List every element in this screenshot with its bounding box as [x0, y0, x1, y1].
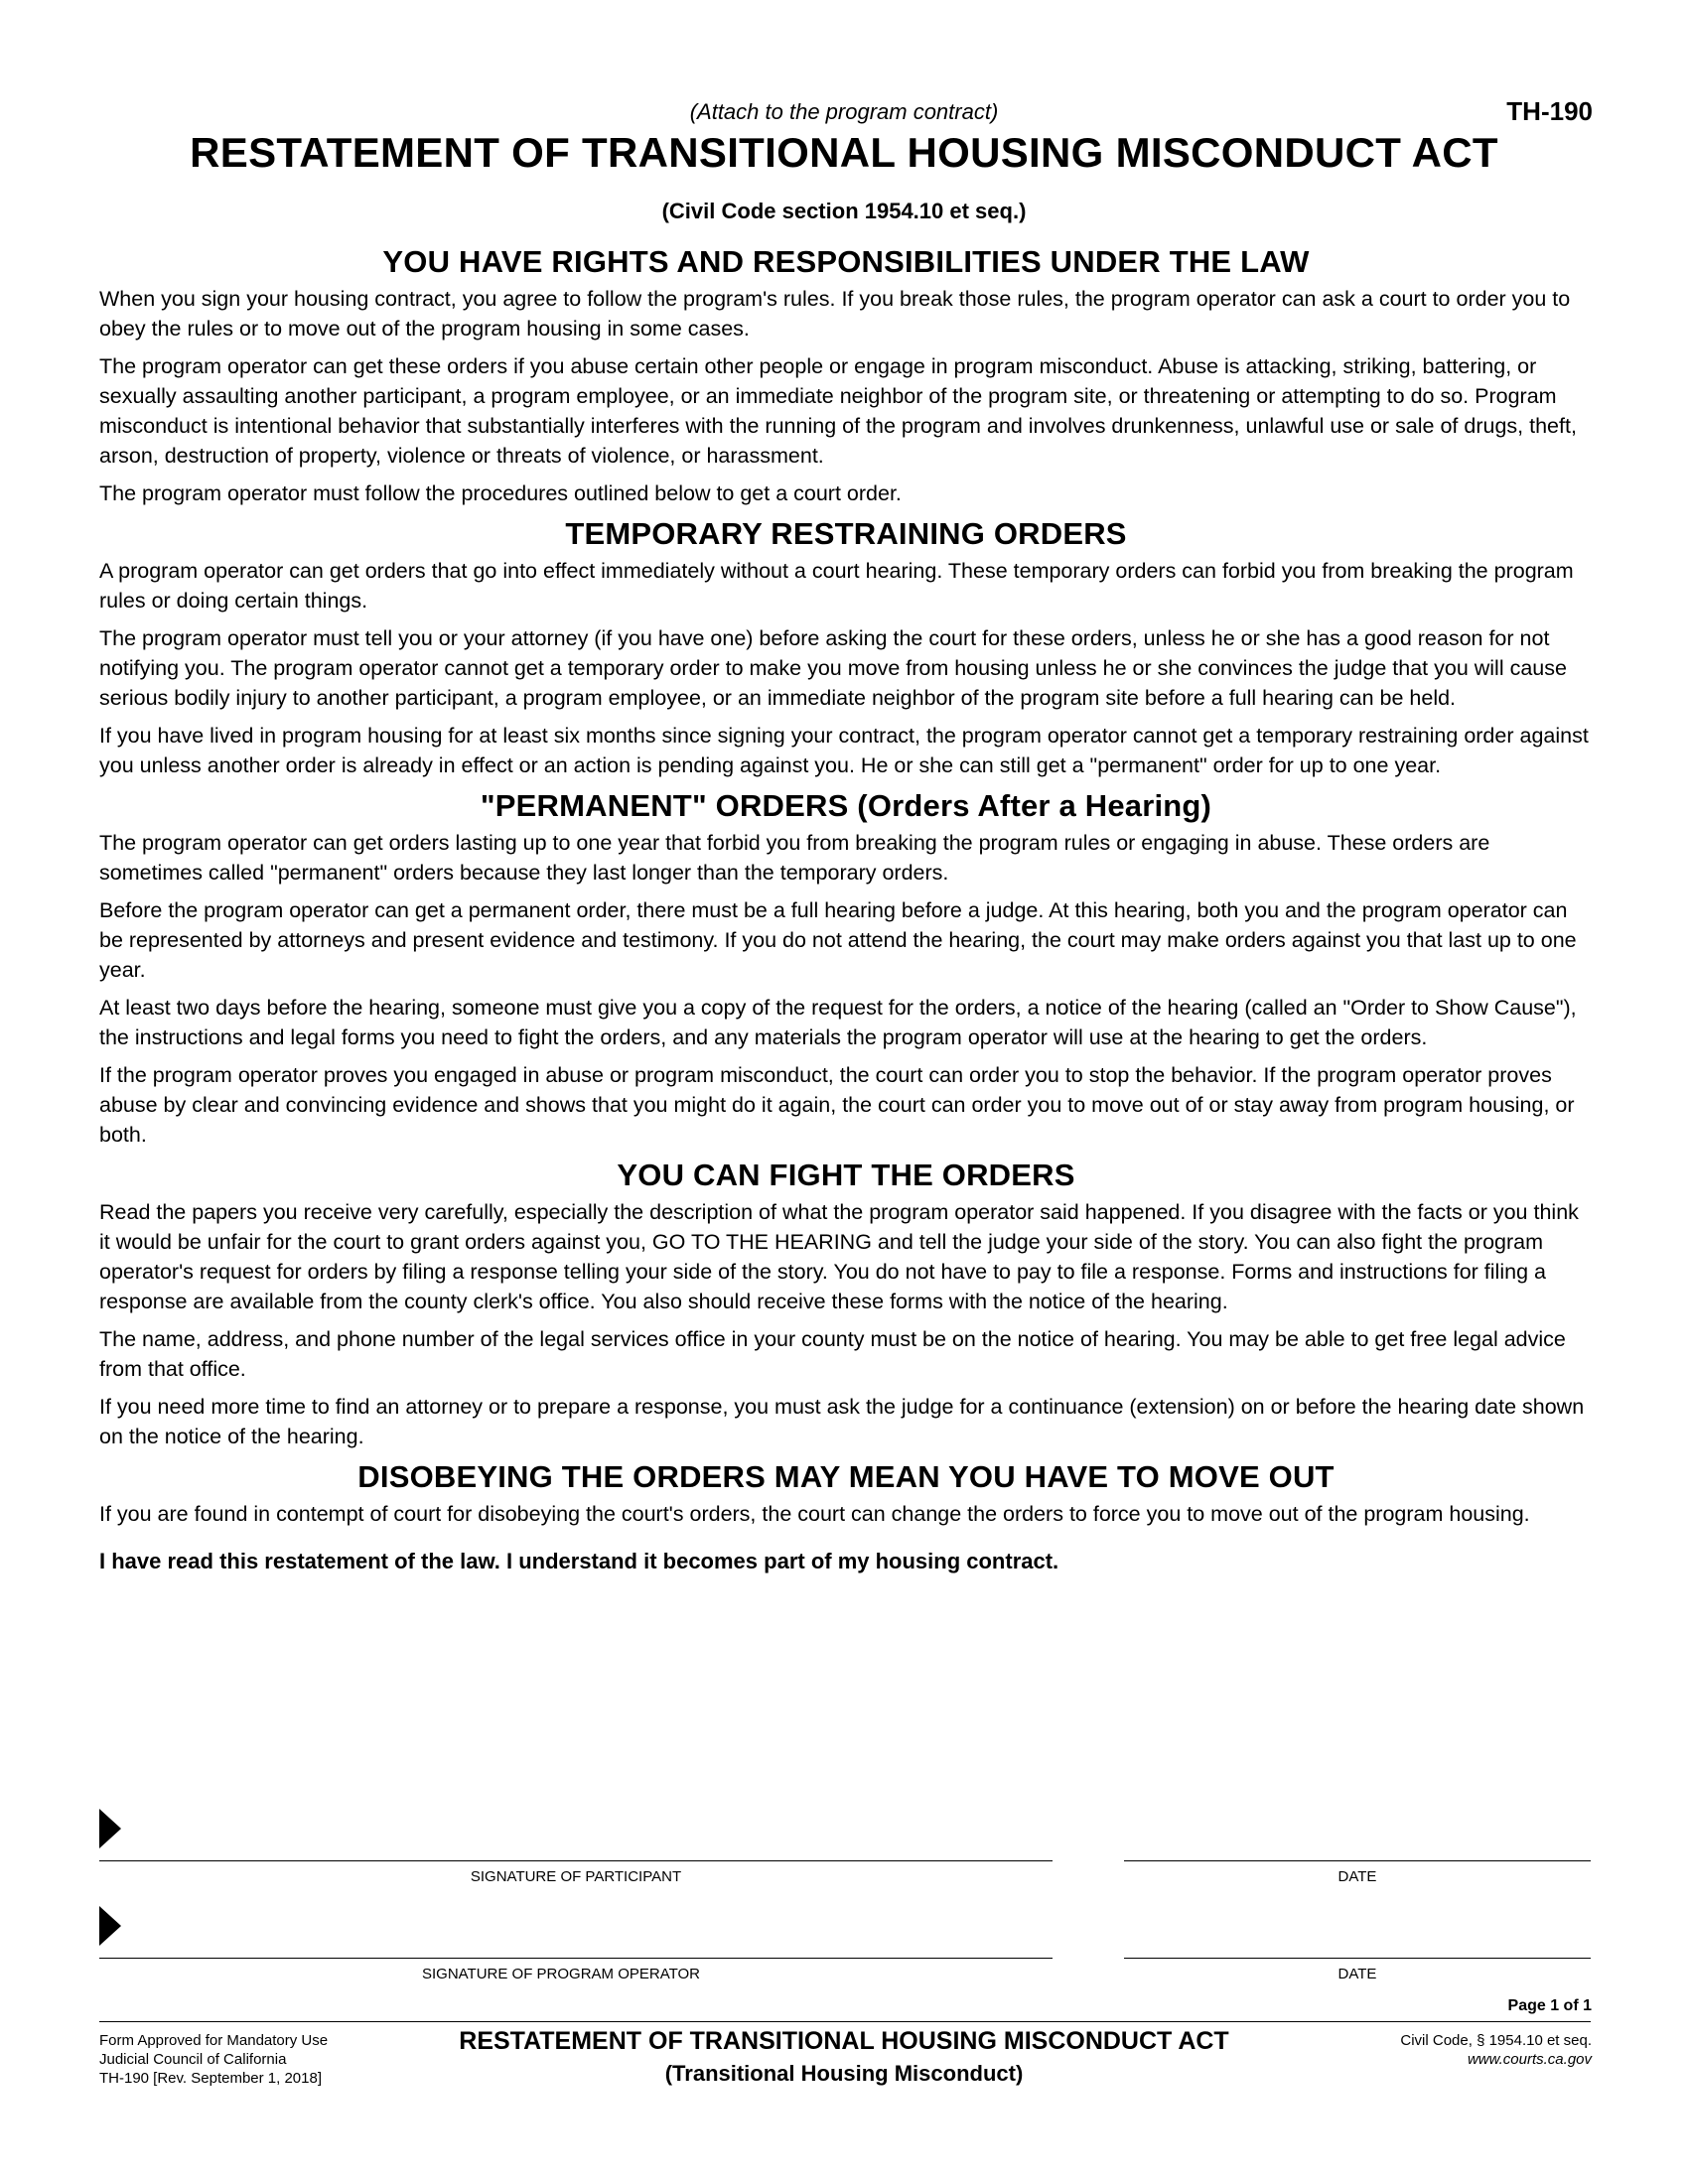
paragraph: If you have lived in program housing for at least six months since signing your contract, the program operator cannot get a temporary restraining order against you unless another order is already in effect or an action is pending against you. He or she can still get a "permanent" order for up to one year.	[99, 724, 1589, 777]
paragraph: The program operator must tell you or your attorney (if you have one) before asking the court for these orders, unless he or she has a good reason for not notifying you. The program operator cannot get a temporary order to make you move from housing unless he or she convinces the judge that you will cause serious bodily injury to another participant, a program employee, or an immediate neighbor of the program site before a full hearing can be held.	[99, 626, 1567, 710]
section-heading: YOU CAN FIGHT THE ORDERS	[617, 1158, 1075, 1192]
paragraph: The program operator can get these orders if you abuse certain other people or engage in program misconduct. Abuse is attacking, striking, battering, or sexually assaulting another participant, a program employee, or an immediate neighbor of the program site, or threatening or attempting to do so. Program misconduct is intentional behavior that substantially interferes with the running of the program and involves drunkenness, unlawful use or sale of drugs, theft, arson, destruction of property, violence or threats of violence, or harassment.	[99, 354, 1577, 468]
sign-here-arrow-icon	[99, 1809, 121, 1848]
footer-divider	[99, 2021, 1591, 2022]
operator-signature-row	[99, 1906, 1589, 1982]
operator-date-label: DATE	[1337, 1966, 1377, 1982]
form-subtitle: (Civil Code section 1954.10 et seq.)	[661, 199, 1027, 223]
sign-here-arrow-icon	[99, 1906, 121, 1946]
section-permanent-orders	[99, 788, 1593, 1150]
participant-signature-field[interactable]	[99, 1860, 1053, 1861]
paragraph: When you sign your housing contract, you agree to follow the program's rules. If you break those rules, the program operator can ask a court to order you to obey the rules or to move out of the program housing in some cases.	[99, 287, 1571, 341]
section-fight-orders	[99, 1158, 1593, 1451]
footer-title: RESTATEMENT OF TRANSITIONAL HOUSING MISCONDUCT ACT	[459, 2027, 1229, 2055]
form-title: RESTATEMENT OF TRANSITIONAL HOUSING MISCONDUCT ACT	[190, 129, 1498, 176]
form-number: TH-190	[1506, 96, 1593, 126]
section-rights	[99, 244, 1593, 508]
attach-note: (Attach to the program contract)	[689, 99, 999, 124]
paragraph: The name, address, and phone number of the legal services office in your county must be on the notice of hearing. You may be able to get free legal advice from that office.	[99, 1327, 1566, 1381]
participant-signature-row	[99, 1809, 1589, 1885]
paragraph: Read the papers you receive very carefully, especially the description of what the program operator said happened. If you disagree with the facts or you think it would be unfair for the court to grant orders against you, GO TO THE HEARING and tell the judge your side of the story. You can also fight the program operator's request for orders by filing a response telling your side of the story. You do not have to pay to file a response. Forms and instructions for filing a response are available from the county clerk's office. You also should receive these forms with the notice of the hearing.	[99, 1200, 1579, 1313]
paragraph: At least two days before the hearing, someone must give you a copy of the request for the orders, a notice of the hearing (called an "Order to Show Cause"), the instructions and legal forms you need to fight the orders, and any materials the program operator will use at the hearing to get the orders.	[99, 996, 1577, 1049]
paragraph: A program operator can get orders that go into effect immediately without a court hearing. These temporary orders can forbid you from breaking the program rules or doing certain things.	[99, 559, 1574, 613]
participant-date-field[interactable]	[1124, 1860, 1591, 1861]
section-heading: TEMPORARY RESTRAINING ORDERS	[565, 516, 1127, 551]
page-number: Page 1 of 1	[1507, 1997, 1592, 2014]
footer-form-info	[99, 2031, 328, 2088]
paragraph: Before the program operator can get a permanent order, there must be a full hearing before a judge. At this hearing, both you and the program operator can be represented by attorneys and present evidence and testimony. If you do not attend the hearing, the court may make orders against you that last up to one year.	[99, 898, 1577, 982]
acknowledgment-statement: I have read this restatement of the law. I understand it becomes part of my housing contract.	[99, 1549, 1059, 1573]
section-temporary-orders	[99, 516, 1593, 780]
operator-date-field[interactable]	[1124, 1958, 1591, 1959]
paragraph: If you need more time to find an attorney or to prepare a response, you must ask the judge for a continuance (extension) on or before the hearing date shown on the notice of the hearing.	[99, 1395, 1585, 1448]
section-heading: YOU HAVE RIGHTS AND RESPONSIBILITIES UNDER THE LAW	[382, 244, 1310, 279]
paragraph: The program operator must follow the procedures outlined below to get a court order.	[99, 481, 902, 505]
document-body	[99, 238, 1593, 1584]
paragraph: If the program operator proves you engaged in abuse or program misconduct, the court can order you to stop the behavior. If the program operator proves abuse by clear and convincing evidence and shows that you might do it again, the court can order you to move out of or stay away from program housing, or both.	[99, 1063, 1575, 1147]
section-disobeying	[99, 1459, 1593, 1529]
footer-civil-code: Civil Code, § 1954.10 et seq.	[1400, 2032, 1592, 2049]
paragraph: If you are found in contempt of court for disobeying the court's orders, the court can change the orders to force you to move out of the program housing.	[99, 1502, 1530, 1526]
footer-citation	[1400, 2031, 1592, 2069]
section-heading: DISOBEYING THE ORDERS MAY MEAN YOU HAVE TO MOVE OUT	[357, 1459, 1335, 1494]
footer-left-line: Form Approved for Mandatory Use	[99, 2032, 329, 2049]
paragraph: The program operator can get orders lasting up to one year that forbid you from breaking the program rules or engaging in abuse. These orders are sometimes called "permanent" orders because they last longer than the temporary orders.	[99, 831, 1490, 885]
footer-left-line: TH-190 [Rev. September 1, 2018]	[99, 2070, 323, 2087]
participant-date-label: DATE	[1337, 1868, 1377, 1885]
footer-website-link[interactable]: www.courts.ca.gov	[1467, 2051, 1592, 2068]
participant-signature-label: SIGNATURE OF PARTICIPANT	[470, 1868, 682, 1885]
footer-subtitle: (Transitional Housing Misconduct)	[664, 2061, 1024, 2086]
section-heading: "PERMANENT" ORDERS (Orders After a Hearing)	[480, 788, 1212, 823]
operator-signature-field[interactable]	[99, 1958, 1053, 1959]
footer-left-line: Judicial Council of California	[99, 2051, 287, 2068]
operator-signature-label: SIGNATURE OF PROGRAM OPERATOR	[421, 1966, 701, 1982]
